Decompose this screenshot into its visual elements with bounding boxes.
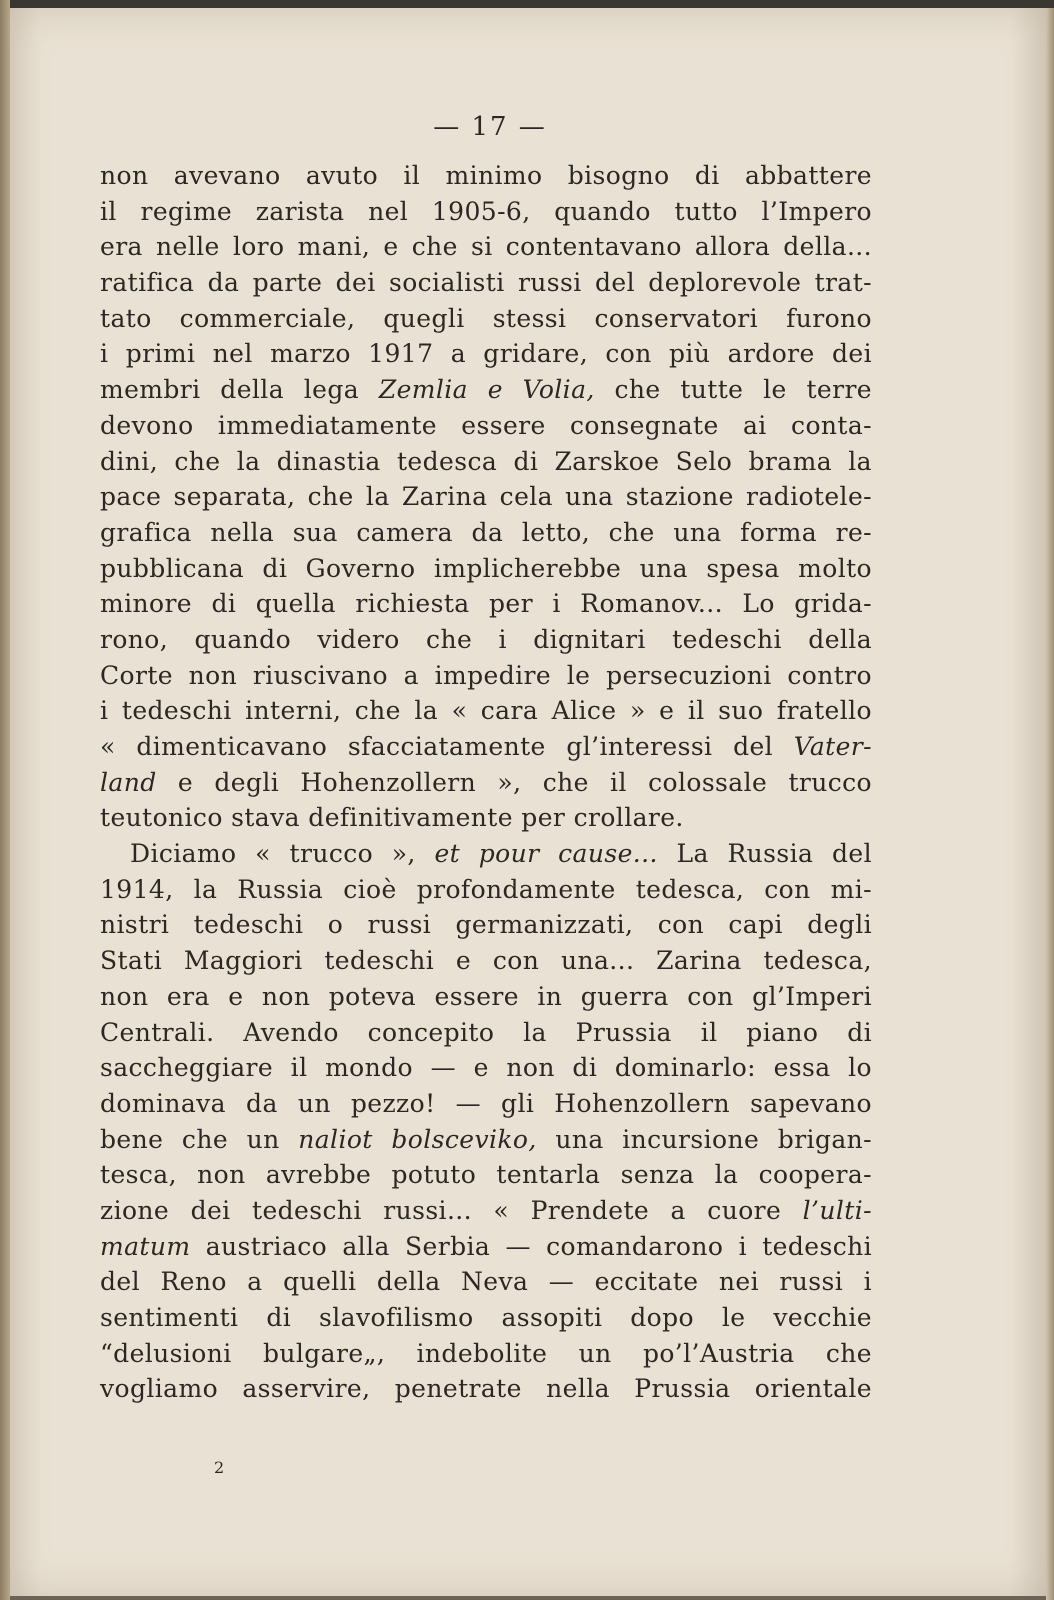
- text-line: [100, 765, 872, 801]
- signature-mark: 2: [214, 1458, 225, 1477]
- text-line: [100, 1193, 872, 1229]
- page-number: — 17 —: [433, 112, 547, 142]
- text-line: pace separata, che la Zarina cela una stazione radiotele-: [100, 482, 872, 512]
- text-segment: che tutte le terre: [594, 375, 873, 405]
- book-top-edge: [0, 0, 1054, 8]
- italic-text: land: [100, 767, 157, 797]
- text-segment: bene che un: [100, 1124, 299, 1154]
- text-line: non era e non poteva essere in guerra con gl’Imperi: [100, 981, 872, 1011]
- text-line: ratifica da parte dei socialisti russi del deplorevole trat-: [100, 268, 872, 298]
- text-line: Centrali. Avendo concepito la Prussia il piano di: [100, 1017, 872, 1047]
- italic-text: et pour cause...: [434, 839, 658, 869]
- text-line: i primi nel marzo 1917 a gridare, con più ardore dei: [100, 339, 872, 369]
- text-line: devono immediatamente essere consegnate ai conta-: [100, 410, 872, 440]
- text-line: “delusioni bulgare„, indebolite un po’l’Austria che: [100, 1338, 872, 1368]
- text-segment: La Russia del: [657, 839, 872, 869]
- text-line: sentimenti di slavofilismo assopiti dopo le vecchie: [100, 1303, 872, 1332]
- text-segment: e degli Hohenzollern », che il colossale trucco: [156, 767, 872, 797]
- book-binding-edge: [0, 0, 10, 1600]
- text-line: grafica nella sua camera da letto, che una forma re-: [100, 517, 872, 547]
- text-line: pubblicana di Governo implicherebbe una spesa molto: [100, 553, 872, 583]
- text-line: rono, quando videro che i dignitari tedeschi della: [100, 624, 872, 654]
- text-line: teutonico stava definitivamente per crollare.: [100, 803, 684, 833]
- text-line: Stati Maggiori tedeschi e con una... Zarina tedesca,: [100, 946, 872, 976]
- text-line: tesca, non avrebbe potuto tentarla senza la coopera-: [100, 1160, 872, 1190]
- text-line: [100, 1122, 872, 1158]
- text-line: [100, 836, 872, 872]
- italic-text: naliot bolsceviko,: [298, 1124, 537, 1154]
- text-segment: zione dei tedeschi russi... « Prendete a cuore: [100, 1195, 803, 1225]
- italic-text: Vater-: [793, 732, 872, 761]
- book-fore-edge: [1046, 8, 1054, 1600]
- text-line: [100, 1229, 872, 1265]
- text-line: il regime zarista nel 1905-6, quando tutto l’Impero: [100, 196, 872, 226]
- text-segment: una incursione brigan-: [536, 1124, 873, 1154]
- text-line: non avevano avuto il minimo bisogno di abbattere: [100, 161, 872, 190]
- text-line: nistri tedeschi o russi germanizzati, con capi degli: [100, 910, 872, 940]
- text-line: dominava da un pezzo! — gli Hohenzollern sapevano: [100, 1088, 872, 1118]
- italic-text: Zemlia e Volia,: [378, 375, 595, 405]
- book-page: [10, 8, 1046, 1596]
- text-segment: « dimenticavano sfacciatamente gl’interessi del: [100, 732, 794, 761]
- italic-text: l’ulti-: [802, 1195, 872, 1225]
- text-line: saccheggiare il mondo — e non di dominarlo: essa lo: [100, 1053, 872, 1083]
- text-segment: Diciamo « trucco »,: [130, 839, 435, 869]
- text-line: minore di quella richiesta per i Romanov... Lo grida-: [100, 589, 872, 619]
- text-line: del Reno a quelli della Neva — eccitate nei russi i: [100, 1267, 872, 1297]
- body-text: [100, 158, 872, 1407]
- text-line: tato commerciale, quegli stessi conservatori furono: [100, 303, 872, 333]
- text-line: vogliamo asservire, penetrate nella Prussia orientale: [100, 1374, 872, 1404]
- text-line: dini, che la dinastia tedesca di Zarskoe Selo brama la: [100, 446, 872, 476]
- italic-text: matum: [100, 1231, 191, 1261]
- text-line: 1914, la Russia cioè profondamente tedesca, con mi-: [100, 874, 872, 904]
- text-segment: austriaco alla Serbia — comandarono i tedeschi: [190, 1231, 872, 1261]
- text-segment: membri della lega: [100, 375, 379, 405]
- text-line: era nelle loro mani, e che si contentavano allora della...: [100, 232, 872, 262]
- text-line: [100, 372, 872, 408]
- text-line: Corte non riuscivano a impedire le persecuzioni contro: [100, 660, 872, 690]
- text-line: [100, 729, 872, 765]
- text-line: i tedeschi interni, che la « cara Alice » e il suo fratello: [100, 696, 872, 726]
